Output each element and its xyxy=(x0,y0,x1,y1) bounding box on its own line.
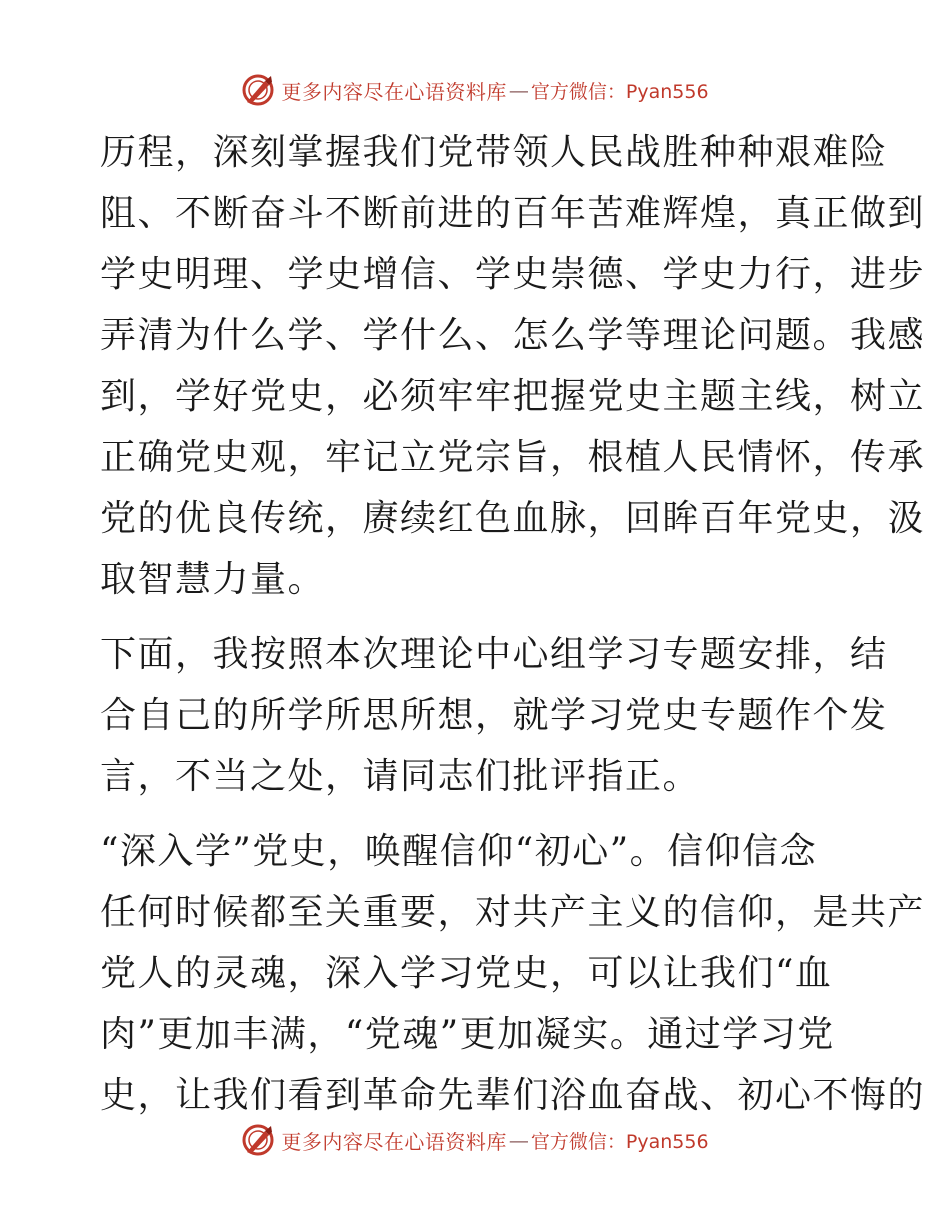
footer-banner xyxy=(0,1120,950,1160)
quill-pen-logo-icon xyxy=(241,1123,275,1157)
footer-ad-text: 更多内容尽在心语资料库 xyxy=(281,1129,507,1154)
text-line: 弄清为什么学、学什么、怎么学等理论问题。我感 xyxy=(100,315,926,356)
text-line: 肉”更加丰满，“党魂”更加凝实。通过学习党 xyxy=(100,1014,835,1055)
text-line: 任何时候都至关重要，对共产主义的信仰，是共产 xyxy=(100,892,926,933)
text-line: 历程，深刻掌握我们党带领人民战胜种种艰难险 xyxy=(100,132,888,173)
header-banner xyxy=(0,70,950,110)
quill-pen-logo-icon xyxy=(241,73,275,107)
text-line: 阻、不断奋斗不断前进的百年苦难辉煌，真正做到 xyxy=(100,193,926,234)
document-body xyxy=(100,122,926,1126)
header-wechat-text: 官方微信：Pyan556 xyxy=(530,80,709,103)
text-line: 正确党史观，牢记立党宗旨，根植人民情怀，传承 xyxy=(100,437,926,478)
text-line: 到，学好党史，必须牢牢把握党史主题主线，树立 xyxy=(100,376,926,417)
paragraph-1 xyxy=(100,122,926,610)
footer-wechat-text: 官方微信：Pyan556 xyxy=(530,1130,709,1153)
header-separator: — xyxy=(508,78,529,102)
text-line: 党人的灵魂，深入学习党史，可以让我们“血 xyxy=(100,953,833,994)
paragraph-3 xyxy=(100,821,926,1126)
text-line: “深入学”党史，唤醒信仰“初心”。信仰信念 xyxy=(100,831,818,872)
text-line: 史，让我们看到革命先辈们浴血奋战、初心不悔的 xyxy=(100,1075,926,1116)
header-ad-text: 更多内容尽在心语资料库 xyxy=(281,79,507,104)
text-line: 下面，我按照本次理论中心组学习专题安排，结 xyxy=(100,634,888,675)
text-line: 言，不当之处，请同志们批评指正。 xyxy=(100,756,701,797)
paragraph-2 xyxy=(100,624,888,807)
text-line: 合自己的所学所思所想，就学习党史专题作个发 xyxy=(100,695,888,736)
text-line: 取智慧力量。 xyxy=(100,559,326,600)
text-line: 党的优良传统，赓续红色血脉，回眸百年党史，汲 xyxy=(100,498,926,539)
footer-separator: — xyxy=(508,1128,529,1152)
text-line: 学史明理、学史增信、学史崇德、学史力行，进步 xyxy=(100,254,926,295)
